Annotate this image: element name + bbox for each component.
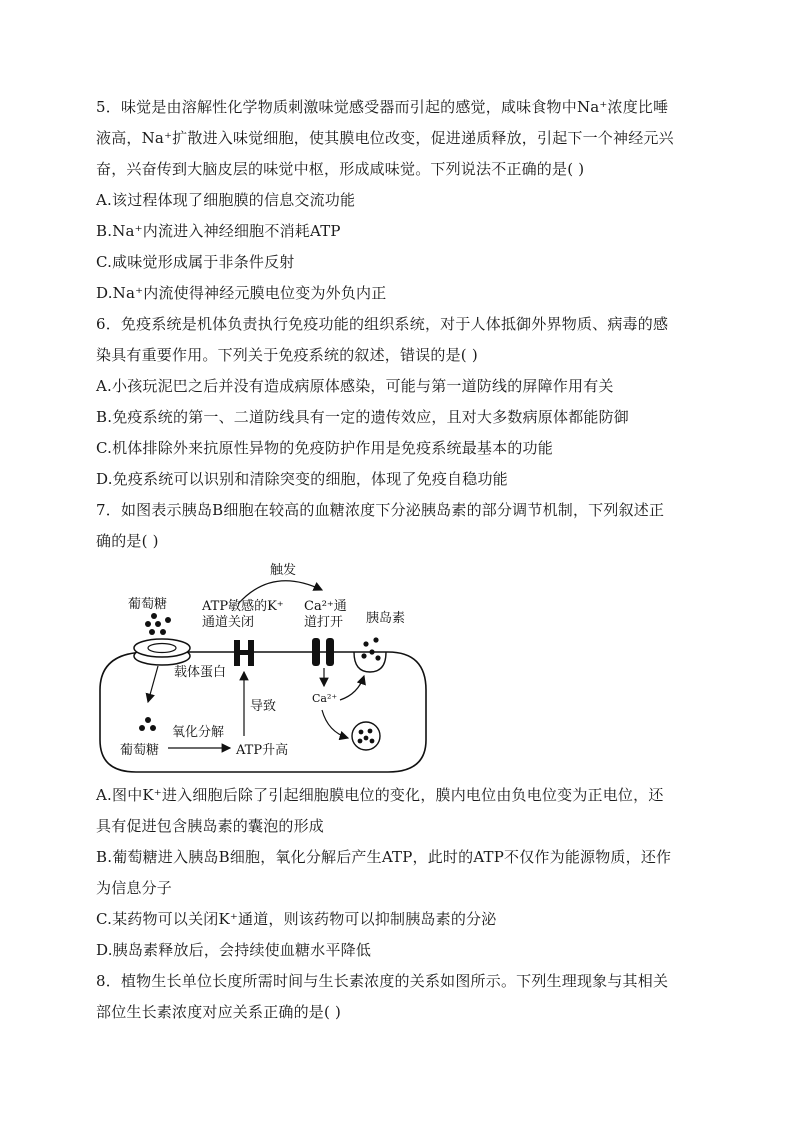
oxidation-label: 氧化分解 bbox=[172, 725, 225, 740]
q7-option-c: C.某药物可以关闭K⁺通道，则该药物可以抑制胰岛素的分泌 bbox=[96, 910, 497, 928]
q7-option-a-line-1: A.图中K⁺进入细胞后除了引起细胞膜电位的变化，膜内电位由负电位变为正电位，还 bbox=[96, 786, 664, 804]
q5-option-a: A.该过程体现了细胞膜的信息交流功能 bbox=[96, 191, 356, 209]
ca-channel-label: Ca²⁺通 bbox=[304, 599, 347, 614]
q8-stem-line-2: 部位生长素浓度对应关系正确的是( ) bbox=[96, 1003, 342, 1021]
q7-option-b-line-2: 为信息分子 bbox=[96, 879, 173, 897]
insulin-secretion-diagram bbox=[96, 560, 436, 780]
q5-stem-line-3: 奋，兴奋传到大脑皮层的味觉中枢，形成咸味觉。下列说法不正确的是( ) bbox=[96, 160, 585, 178]
ca-channel-label-2: 道打开 bbox=[304, 615, 344, 630]
insulin-vesicle bbox=[352, 722, 380, 750]
glucose-top-label: 葡萄糖 bbox=[128, 597, 168, 612]
q5-option-d: D.Na⁺内流使得神经元膜电位变为外负内正 bbox=[96, 284, 387, 302]
q6-option-c: C.机体排除外来抗原性异物的免疫防护作用是免疫系统最基本的功能 bbox=[96, 439, 553, 457]
q6-option-b: B.免疫系统的第一、二道防线具有一定的遗传效应，且对大多数病原体都能防御 bbox=[96, 408, 629, 426]
k-channel-icon bbox=[234, 640, 254, 666]
glucose-entry-arrow bbox=[148, 666, 158, 702]
q6-option-d: D.免疫系统可以识别和清除突变的细胞，体现了免疫自稳功能 bbox=[96, 470, 508, 488]
trigger-label: 触发 bbox=[270, 563, 297, 578]
q8-stem-line-1: 8．植物生长单位长度所需时间与生长素浓度的关系如图所示。下列生理现象与其相关 bbox=[96, 972, 669, 990]
atp-rise-label: ATP升高 bbox=[236, 743, 289, 758]
q7-stem-line-2: 确的是( ) bbox=[96, 532, 159, 550]
carrier-protein-icon bbox=[134, 639, 190, 665]
glucose-molecules-bottom bbox=[139, 717, 156, 731]
lead-to-label: 导致 bbox=[250, 699, 277, 714]
k-channel-label-2: 通道关闭 bbox=[202, 615, 255, 630]
q7-option-d: D.胰岛素释放后，会持续使血糖水平降低 bbox=[96, 941, 372, 959]
q7-stem-line-1: 7．如图表示胰岛B细胞在较高的血糖浓度下分泌胰岛素的部分调节机制，下列叙述正 bbox=[96, 501, 665, 519]
ca-to-vesicle-arrow bbox=[322, 710, 348, 738]
q6-option-a: A.小孩玩泥巴之后并没有造成病原体感染，可能与第一道防线的屏障作用有关 bbox=[96, 377, 614, 395]
q6-stem-line-1: 6．免疫系统是机体负责执行免疫功能的组织系统，对于人体抵御外界物质、病毒的感 bbox=[96, 315, 669, 333]
q5-option-c: C.咸味觉形成属于非条件反射 bbox=[96, 253, 295, 271]
insulin-vesicle-membrane bbox=[354, 637, 386, 672]
q5-option-b: B.Na⁺内流进入神经细胞不消耗ATP bbox=[96, 222, 341, 240]
k-channel-label: ATP敏感的K⁺ bbox=[202, 599, 284, 614]
carrier-protein-label: 载体蛋白 bbox=[174, 665, 227, 680]
q7-option-b-line-1: B.葡萄糖进入胰岛B细胞，氧化分解后产生ATP，此时的ATP不仅作为能源物质，还作 bbox=[96, 848, 672, 866]
ca-ion-label: Ca²⁺ bbox=[312, 692, 338, 705]
glucose-bottom-label: 葡萄糖 bbox=[120, 743, 160, 758]
q7-option-a-line-2: 具有促进包含胰岛素的囊泡的形成 bbox=[96, 817, 325, 835]
q5-stem-line-1: 5．味觉是由溶解性化学物质刺激味觉感受器而引起的感觉，咸味食物中Na⁺浓度比唾 bbox=[96, 98, 669, 116]
q5-stem-line-2: 液高，Na⁺扩散进入味觉细胞，使其膜电位改变，促进递质释放，引起下一个神经元兴 bbox=[96, 129, 674, 147]
q6-stem-line-2: 染具有重要作用。下列关于免疫系统的叙述，错误的是( ) bbox=[96, 346, 478, 364]
insulin-label: 胰岛素 bbox=[366, 611, 406, 626]
glucose-molecules-top bbox=[145, 613, 171, 635]
vesicle-exocytosis-arrow bbox=[340, 676, 364, 700]
